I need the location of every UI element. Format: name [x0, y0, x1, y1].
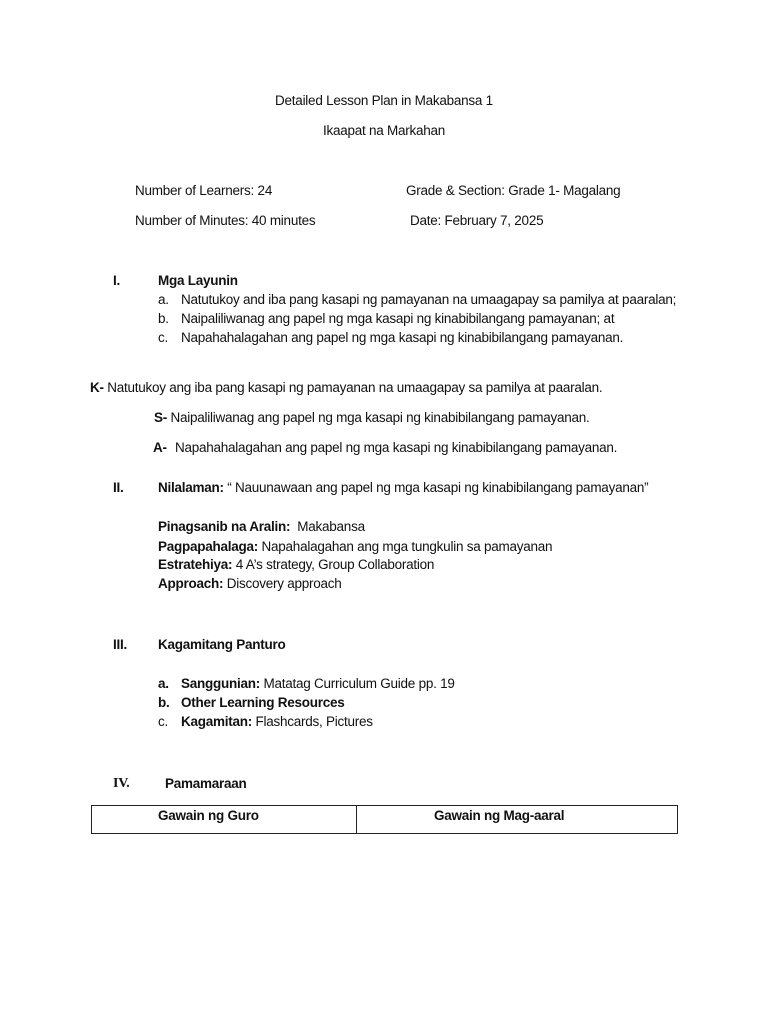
- section-numeral-1: I.: [113, 273, 121, 288]
- number-of-learners: Number of Learners: 24: [135, 183, 273, 198]
- resource-item: [181, 694, 345, 711]
- resource-label: Other Learning Resources: [181, 695, 345, 710]
- objective-item: Natutukoy and iba pang kasapi ng pamayanan na umaagapay sa pamilya at paaralan;: [181, 292, 677, 307]
- resource-label: Sanggunian:: [181, 676, 260, 691]
- approach-text: Discovery approach: [223, 576, 342, 591]
- table-header-cell: [92, 806, 357, 833]
- approach-label: Approach:: [158, 576, 224, 591]
- resource-text: Matatag Curriculum Guide pp. 19: [260, 676, 455, 691]
- list-marker: b.: [158, 311, 169, 326]
- skill-text: Naipaliliwanag ang papel ng mga kasapi ng kinabibilangang pamayanan.: [167, 410, 590, 425]
- document-subtitle: Ikaapat na Markahan: [322, 123, 446, 138]
- grade-section: Grade & Section: Grade 1- Magalang: [406, 183, 621, 198]
- section-title-layunin: Mga Layunin: [158, 273, 238, 288]
- section-title-kagamitan: Kagamitang Panturo: [158, 637, 286, 652]
- resource-item: [181, 675, 455, 692]
- skill-objective: [154, 409, 590, 426]
- nilalaman-line: [158, 479, 648, 496]
- table-header-cell: [357, 806, 677, 833]
- approach-line: [158, 575, 342, 592]
- pagpapahalaga-line: [158, 538, 552, 555]
- table-header-learner: Gawain ng Mag-aaral: [434, 808, 565, 823]
- pinagsanib-label: Pinagsanib na Aralin:: [158, 519, 291, 534]
- nilalaman-text: “ Nauunawaan ang papel ng mga kasapi ng kinabibilangang pamayanan”: [223, 480, 649, 495]
- pinagsanib-text: Makabansa: [290, 519, 365, 534]
- resource-label: Kagamitan:: [181, 714, 253, 729]
- lesson-date: Date: February 7, 2025: [410, 213, 544, 228]
- nilalaman-label: Nilalaman:: [158, 480, 224, 495]
- list-marker: c.: [158, 330, 169, 345]
- pagpapahalaga-text: Napahalagahan ang mga tungkulin sa pamayanan: [258, 539, 553, 554]
- list-marker: a.: [158, 676, 169, 691]
- section-numeral-4: IV.: [113, 776, 130, 791]
- objective-item: Napahahalagahan ang papel ng mga kasapi ng kinabibilangang pamayanan.: [181, 330, 624, 345]
- objective-item: Naipaliliwanag ang papel ng mga kasapi ng kinabibilangang pamayanan; at: [181, 311, 615, 326]
- attitude-text: Napahahalagahan ang papel ng mga kasapi ng kinabibilangang pamayanan.: [175, 440, 618, 455]
- section-title-pamamaraan: Pamamaraan: [165, 776, 247, 791]
- number-of-minutes: Number of Minutes: 40 minutes: [135, 213, 316, 228]
- pinagsanib-line: [158, 518, 365, 535]
- estratehiya-line: [158, 556, 434, 573]
- resource-text: Flashcards, Pictures: [252, 714, 373, 729]
- procedure-table: [91, 805, 678, 834]
- knowledge-objective: [90, 379, 602, 396]
- resource-item: [181, 713, 373, 730]
- attitude-label: A-: [153, 440, 167, 455]
- skill-label: S-: [154, 410, 167, 425]
- section-numeral-3: III.: [113, 637, 128, 652]
- table-header-teacher: Gawain ng Guro: [158, 808, 259, 823]
- section-numeral-2: II.: [113, 480, 124, 495]
- estratehiya-text: 4 A’s strategy, Group Collaboration: [232, 557, 435, 572]
- document-title: Detailed Lesson Plan in Makabansa 1: [275, 93, 493, 108]
- knowledge-text: Natutukoy ang iba pang kasapi ng pamayanan na umaagapay sa pamilya at paaralan.: [103, 380, 603, 395]
- estratehiya-label: Estratehiya:: [158, 557, 233, 572]
- list-marker: c.: [158, 714, 169, 729]
- list-marker: a.: [158, 292, 169, 307]
- pagpapahalaga-label: Pagpapahalaga:: [158, 539, 259, 554]
- list-marker: b.: [158, 695, 170, 710]
- knowledge-label: K-: [90, 380, 104, 395]
